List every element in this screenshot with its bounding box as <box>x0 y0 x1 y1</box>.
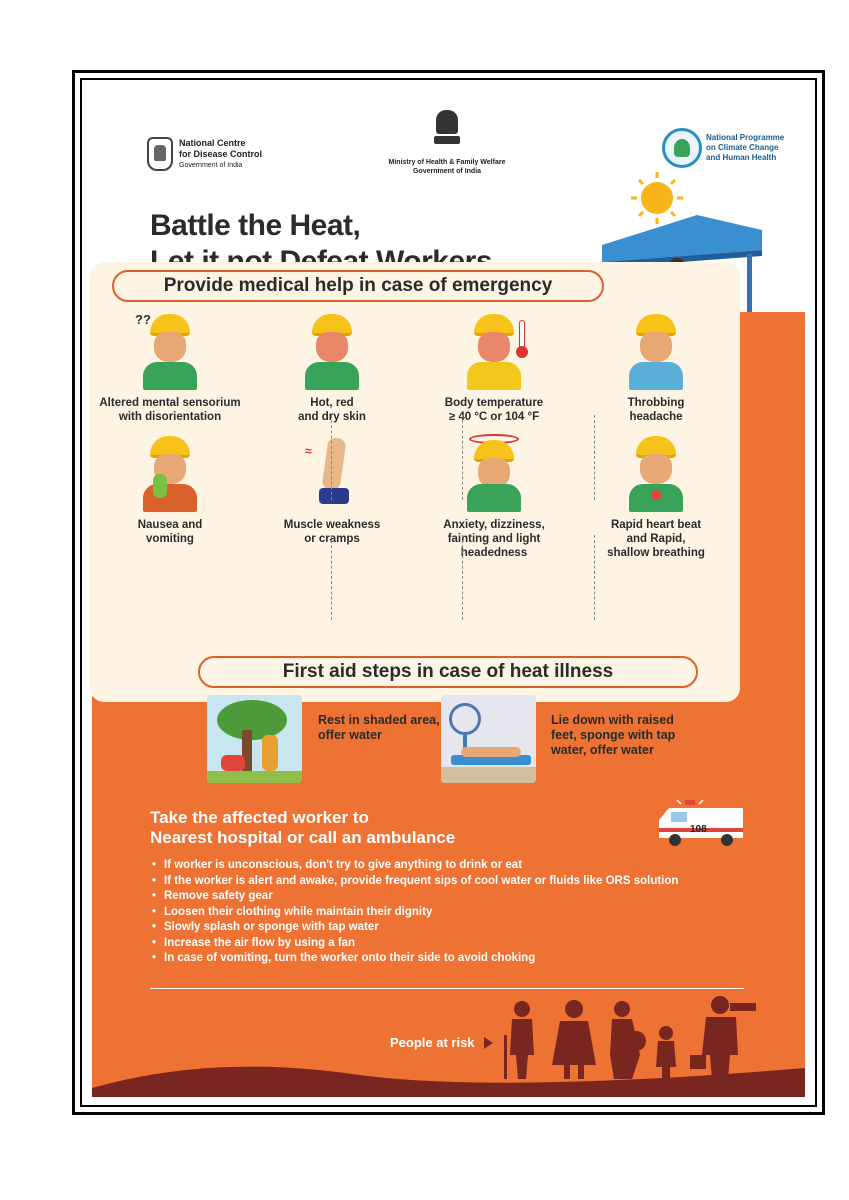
people-at-risk-label: People at risk <box>390 1035 475 1050</box>
column-divider <box>331 415 332 500</box>
flushed-worker-icon <box>297 312 367 392</box>
column-divider <box>594 415 595 500</box>
ambulance-heading-line1: Take the affected worker to <box>150 808 369 827</box>
first-aid-step-1: Rest in shaded area, offer water <box>318 713 440 742</box>
moh-line1: Ministry of Health & Family Welfare <box>388 159 506 166</box>
npcchh-tree-icon <box>662 128 702 168</box>
first-aid-step-2: Lie down with raised feet, sponge with tap water, offer water <box>551 713 676 757</box>
npcchh-logo <box>662 128 784 168</box>
first-aid-heading: First aid steps in case of heat illness <box>198 656 698 688</box>
column-divider <box>462 415 463 500</box>
headache-worker-icon <box>621 312 691 392</box>
symptom-label: Muscle weakness or cramps <box>283 519 381 545</box>
instruction-item: • Slowly splash or sponge with tap water <box>152 920 678 936</box>
section-divider <box>150 988 744 989</box>
column-divider <box>462 535 463 620</box>
arrow-right-icon <box>484 1037 493 1049</box>
symptom-card <box>252 312 412 424</box>
shade-rest-illustration <box>207 695 302 783</box>
lie-down-illustration <box>441 695 536 783</box>
ground-wave <box>92 1060 805 1097</box>
symptom-card <box>414 312 574 424</box>
instruction-item: • If the worker is alert and awake, provide frequent sips of cool water or fluids like ORS solution <box>152 874 678 890</box>
confused-worker-icon: ?? <box>135 312 205 392</box>
symptom-label: Hot, red and dry skin <box>298 397 366 423</box>
ncdc-logo <box>147 137 262 171</box>
instruction-item: • In case of vomiting, turn the worker onto their side to avoid choking <box>152 951 678 967</box>
ambulance-heading <box>150 808 455 848</box>
symptom-label: Throbbing headache <box>627 397 685 423</box>
symptom-card <box>252 434 412 546</box>
ambulance-number: 108 <box>690 824 707 835</box>
instruction-list <box>152 858 678 967</box>
moh-logo <box>377 110 517 176</box>
ncdc-line3: Government of India <box>179 161 243 169</box>
instruction-item: • Loosen their clothing while maintain their dignity <box>152 905 678 921</box>
thermometer-worker-icon <box>459 312 529 392</box>
symptom-card <box>90 434 250 546</box>
symptom-card <box>576 434 736 560</box>
symptom-label: Rapid heart beat and Rapid, shallow breathing <box>607 519 705 559</box>
npcchh-line2: on Climate Change <box>706 143 779 152</box>
medical-help-heading: Provide medical help in case of emergency <box>112 270 604 302</box>
instruction-item: • Remove safety gear <box>152 889 678 905</box>
npcchh-line1: National Programme <box>706 133 785 142</box>
dizzy-worker-icon <box>459 434 529 514</box>
ncdc-emblem-icon <box>147 137 173 171</box>
symptom-label: Altered mental sensorium with disorientation <box>99 397 241 423</box>
ambulance-heading-line2: Nearest hospital or call an ambulance <box>150 828 456 847</box>
npcchh-line3: and Human Health <box>706 153 777 162</box>
column-divider <box>594 535 595 620</box>
symptom-label: Body temperature ≥ 40 °C or 104 °F <box>444 397 544 423</box>
leg-cramp-icon: ≈ <box>297 434 367 514</box>
symptom-card <box>576 312 736 424</box>
ncdc-line2: for Disease Control <box>179 148 263 159</box>
symptom-card <box>90 312 250 424</box>
rapid-breathing-worker-icon <box>621 434 691 514</box>
instruction-item: • If worker is unconscious, don't try to give anything to drink or eat <box>152 858 678 874</box>
symptom-label: Anxiety, dizziness, fainting and light headedness <box>443 519 545 559</box>
national-emblem-icon <box>434 110 460 154</box>
column-divider <box>331 535 332 620</box>
vomiting-worker-icon <box>135 434 205 514</box>
title-line1: Battle the Heat, <box>150 209 361 242</box>
moh-line2: Government of India <box>412 168 482 175</box>
symptom-label: Nausea and vomiting <box>137 519 203 545</box>
ncdc-line1: National Centre <box>179 137 246 148</box>
symptom-card <box>414 434 574 560</box>
instruction-item: • Increase the air flow by using a fan <box>152 936 678 952</box>
sun-icon <box>631 172 683 224</box>
